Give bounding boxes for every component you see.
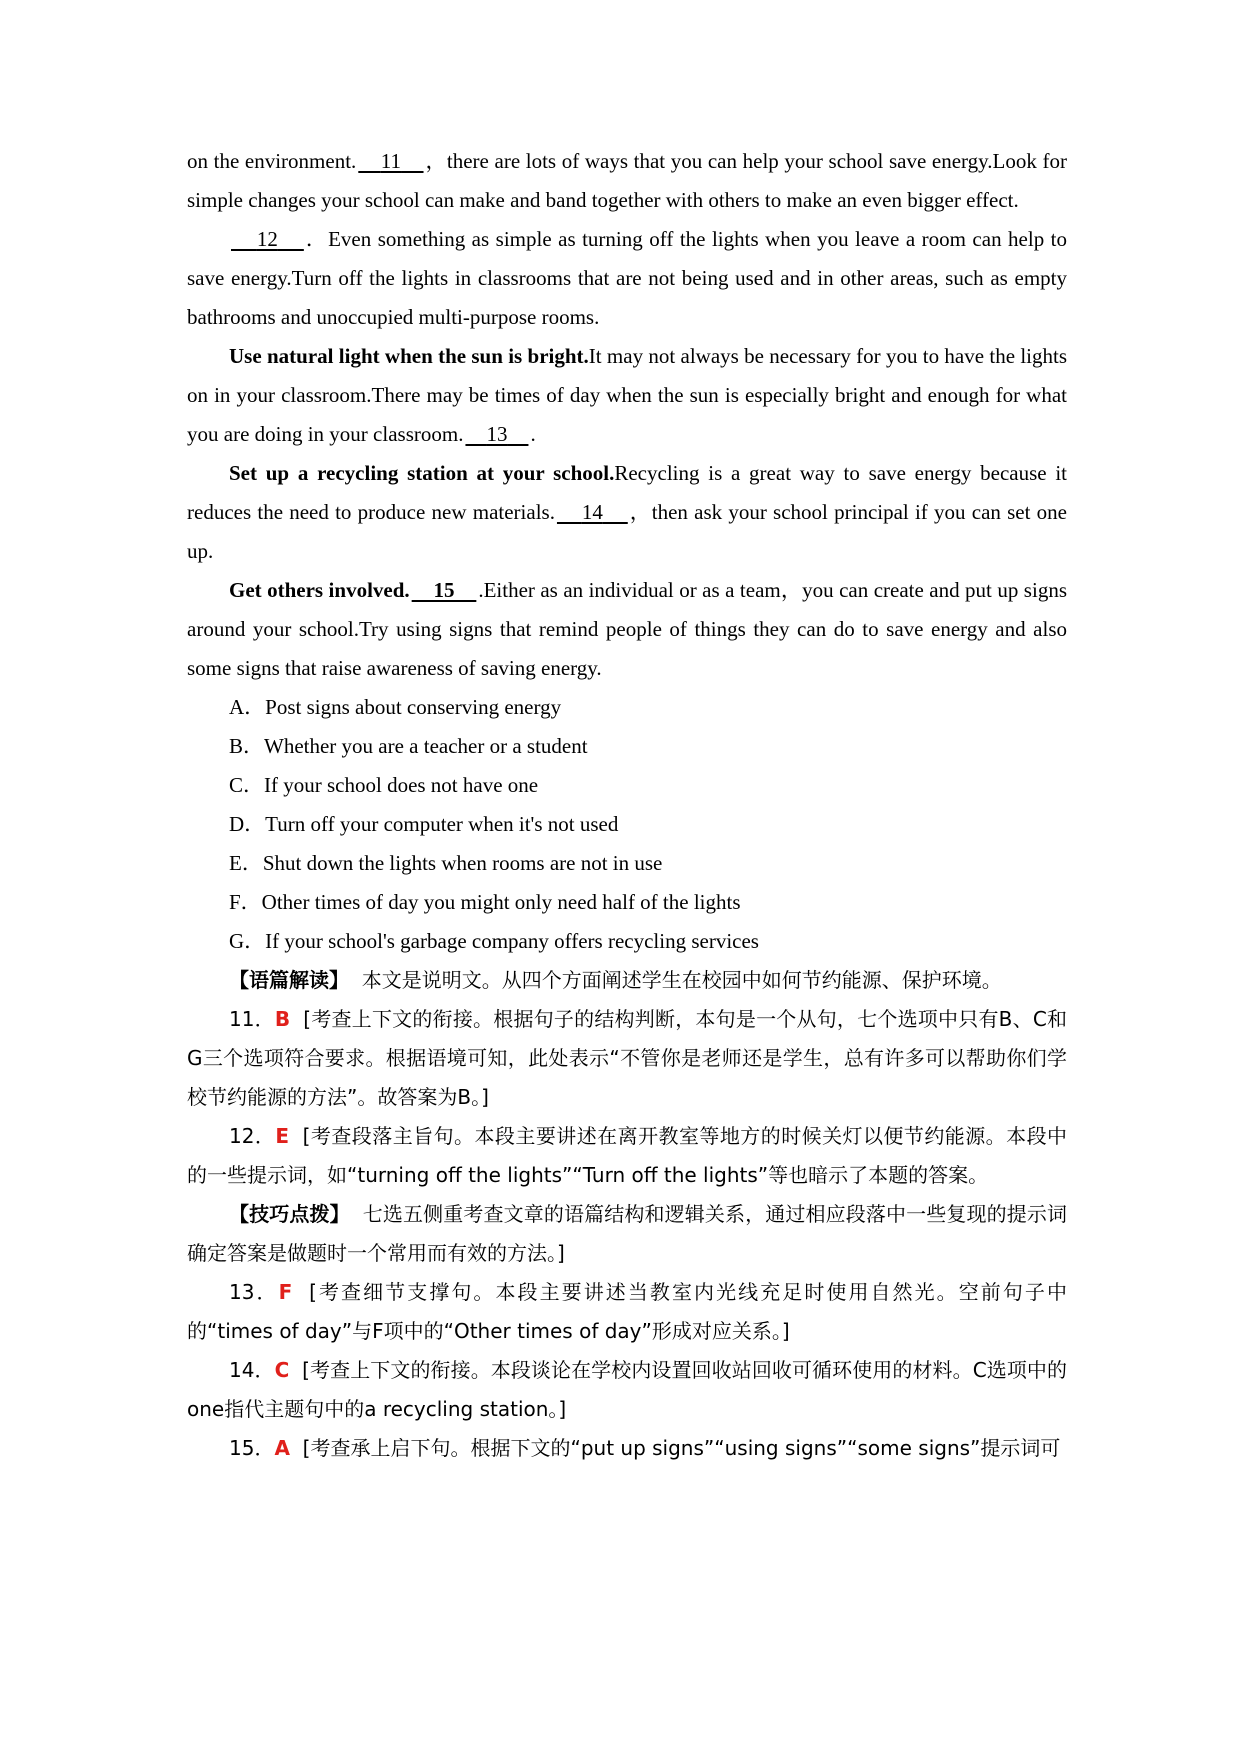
option-d: D．Turn off your computer when it's not used xyxy=(229,812,619,836)
text: [考查细节支撑句。本段主要讲述当教室内光线充足时使用自然光。空前句子中的“times of day”与F项中的“Other times of day”形成对应关系。] xyxy=(187,1280,1067,1343)
blank-11: 11 xyxy=(380,149,402,173)
section-label: 【技巧点拨】 xyxy=(229,1202,350,1226)
passage-paragraph-1 xyxy=(187,142,1067,220)
text: [考查上下文的衔接。根据句子的结构判断，本句是一个从句，七个选项中只有B、C和G三个选项符合要求。根据语境可知，此处表示“不管你是老师还是学生，总有许多可以帮助你们学校节约能源的方法”。故答案为B。] xyxy=(187,1007,1067,1109)
text: ．Even something as simple as turning off the lights when you leave a room can help to save energy.Turn off the lights in classrooms that are not being used and in other areas, such as empty bathrooms and unoccupied multi-purpose rooms. xyxy=(187,227,1068,329)
question-number: 15． xyxy=(229,1436,275,1460)
question-number: 14． xyxy=(229,1358,275,1382)
text: Recycling is a great way to save energy because it reduces the need to produce new materials. xyxy=(187,461,1067,524)
answer-letter: B xyxy=(274,1007,291,1031)
passage-paragraph-4: Set up a recycling station at your school.Recycling is a great way to save energy because it reduces the need to produce new materials. 14 ，then ask your school principal if you can set one up. xyxy=(187,461,1067,563)
text: 本文是说明文。从四个方面阐述学生在校园中如何节约能源、保护环境。 xyxy=(361,968,1002,992)
analysis-q13 xyxy=(187,1273,1067,1351)
option-e: E．Shut down the lights when rooms are not in use xyxy=(229,851,663,875)
passage-paragraph-2 xyxy=(187,220,1067,337)
blank-14: 14 xyxy=(581,500,603,524)
text: 七选五侧重考查文章的语篇结构和逻辑关系，通过相应段落中一些复现的提示词确定答案是做题时一个常用而有效的方法。] xyxy=(187,1202,1068,1265)
option-b: B．Whether you are a teacher or a student xyxy=(229,734,588,758)
option-c: C．If your school does not have one xyxy=(229,773,539,797)
question-number: 12． xyxy=(229,1124,276,1148)
passage-paragraph-3: Use natural light when the sun is bright.It may not always be necessary for you to have the lights on in your classroom.There may be times of day when the sun is especially bright and enough for what you are doing in your classroom. 13 . xyxy=(187,344,1067,446)
blank-12: 12 xyxy=(256,227,278,251)
analysis-q12 xyxy=(187,1117,1067,1195)
text: on the environment. xyxy=(187,149,357,173)
analysis-reading xyxy=(187,961,1067,1000)
answer-letter: F xyxy=(278,1280,293,1304)
analysis-q11 xyxy=(187,1000,1067,1117)
analysis-tip xyxy=(187,1195,1067,1273)
question-number: 13． xyxy=(229,1280,279,1304)
answer-letter: A xyxy=(274,1436,290,1460)
answer-letter: C xyxy=(274,1358,290,1382)
option-f: F．Other times of day you might only need half of the lights xyxy=(229,890,741,914)
answer-letter: E xyxy=(275,1124,290,1148)
text: It may not always be necessary for you to have the lights on in your classroom.There may be times of day when the sun is especially bright and enough for what you are doing in your classroom. xyxy=(187,344,1067,446)
passage-paragraph-5 xyxy=(187,571,1067,688)
text: [考查上下文的衔接。本段谈论在学校内设置回收站回收可循环使用的材料。C选项中的one指代主题句中的a recycling station。] xyxy=(187,1358,1067,1421)
option-g: G．If your school's garbage company offers recycling services xyxy=(229,929,759,953)
paragraph-heading: Set up a recycling station at your school. xyxy=(229,461,615,485)
option-a: A．Post signs about conserving energy xyxy=(229,695,562,719)
question-number: 11． xyxy=(229,1007,275,1031)
text: [考查段落主旨句。本段主要讲述在离开教室等地方的时候关灯以便节约能源。本段中的一些提示词，如“turning off the lights”“Turn off the lights”等也暗示了本题的答案。 xyxy=(187,1124,1068,1187)
blank-13: 13 xyxy=(486,422,508,446)
document-page xyxy=(187,142,1067,1468)
analysis-q15 xyxy=(187,1429,1067,1468)
analysis-q14 xyxy=(187,1351,1067,1429)
section-label: 【语篇解读】 xyxy=(229,968,349,992)
text: ，there are lots of ways that you can help your school save energy.Look for simple changes your school can make and band together with others to make an even bigger effect. xyxy=(187,149,1067,212)
paragraph-heading: Use natural light when the sun is bright. xyxy=(229,344,589,368)
text: [考查承上启下句。根据下文的“put up signs”“using signs”“some signs”提示词可 xyxy=(302,1436,1061,1460)
text: .Either as an individual or as a team，you can create and put up signs around your school.Try using signs that remind people of things they can do to save energy and also some signs that raise awareness of saving energy. xyxy=(187,578,1067,680)
paragraph-heading: Get others involved. xyxy=(229,578,410,602)
blank-15: 15 xyxy=(433,578,455,602)
